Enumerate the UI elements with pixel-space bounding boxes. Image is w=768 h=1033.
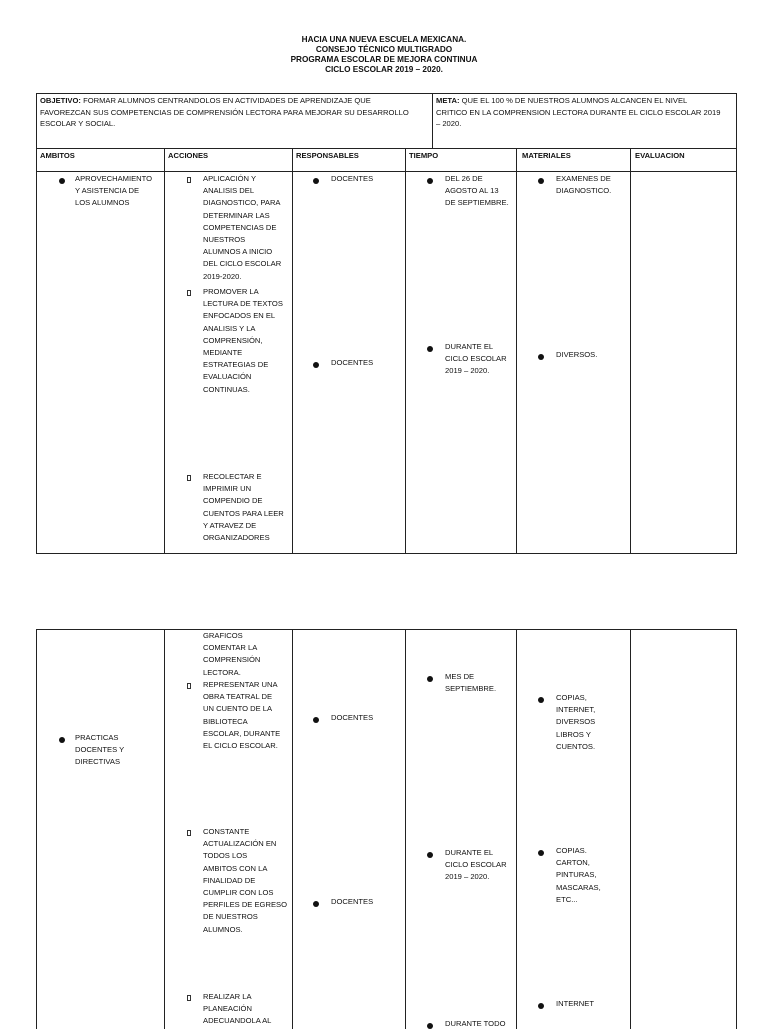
divider [630, 630, 631, 1029]
bullet-icon [427, 344, 433, 356]
bullet-icon [427, 674, 433, 686]
bullet-icon [427, 1021, 433, 1033]
material-internet: INTERNET [538, 998, 646, 1010]
divider [405, 630, 406, 1029]
bullet-icon [538, 352, 544, 364]
ambito-practicas-docentes: PRACTICAS DOCENTES Y DIRECTIVAS [59, 732, 175, 769]
bullet-icon [427, 176, 433, 188]
checkbox-icon [187, 473, 191, 485]
document-header [0, 35, 768, 75]
responsable-docentes-4: DOCENTES [313, 896, 411, 908]
checkbox-icon [187, 175, 191, 187]
bullet-icon [313, 899, 319, 911]
responsable-docentes-3: DOCENTES [313, 712, 411, 724]
material-copias-carton: COPIAS. CARTON, PINTURAS, MASCARAS, ETC... [538, 845, 646, 906]
ambito-aprovechamiento: APROVECHAMIENTO Y ASISTENCIA DE LOS ALUMNOS [59, 173, 175, 210]
column-header-ambitos: AMBITOS [40, 151, 75, 160]
divider [37, 148, 736, 149]
objetivo-cell [40, 95, 429, 130]
divider [405, 148, 406, 553]
plan-table-page-1 [36, 93, 737, 554]
tiempo-ciclo-escolar: DURANTE EL CICLO ESCOLAR 2019 – 2020. [427, 341, 531, 378]
meta-cell [436, 95, 734, 130]
accion-continuacion: GRAFICOS COMENTAR LA COMPRENSIÓN LECTORA. [203, 631, 261, 677]
bullet-icon [538, 695, 544, 707]
header-line-1: HACIA UNA NUEVA ESCUELA MEXICANA. [301, 35, 467, 44]
header-line-4: CICLO ESCOLAR 2019 – 2020. [325, 65, 443, 74]
checkbox-icon [187, 288, 191, 300]
tiempo-durante-todo: DURANTE TODO [427, 1018, 531, 1030]
objetivo-line-2: FAVOREZCAN SUS COMPETENCIAS DE COMPRENSIÓN LECTORA PARA MEJORAR SU DESARROLLO [40, 107, 409, 117]
meta-line-2: CRITICO EN LA COMPRENSION LECTORA DURANTE EL CICLO ESCOLAR 2019 [436, 107, 721, 117]
tiempo-agosto-septiembre: DEL 26 DE AGOSTO AL 13 DE SEPTIEMBRE. [427, 173, 531, 210]
material-diversos: DIVERSOS. [538, 349, 646, 361]
checkbox-icon [187, 993, 191, 1005]
checkbox-icon [187, 681, 191, 693]
column-header-acciones: ACCIONES [168, 151, 209, 160]
bullet-icon [538, 1001, 544, 1013]
accion-realizar-planeacion: REALIZAR LA PLANEACIÓN ADECUANDOLA AL [187, 991, 307, 1028]
accion-promover-lectura: PROMOVER LA LECTURA DE TEXTOS ENFOCADOS EN EL ANALISIS Y LA COMPRENSIÓN, MEDIANTE ESTRATEGIAS DE EVALUACIÓN CONTINUAS. [187, 286, 307, 396]
divider [432, 94, 433, 148]
material-copias-internet: COPIAS, INTERNET, DIVERSOS LIBROS Y CUENTOS. [538, 692, 646, 753]
bullet-icon [59, 176, 65, 188]
accion-aplicacion-diagnostico: APLICACIÓN Y ANALISIS DEL DIAGNOSTICO, PARA DETERMINAR LAS COMPETENCIAS DE NUESTROS ALUMNOS A INICIO DEL CICLO ESCOLAR 2019-2020. [187, 173, 307, 283]
responsable-docentes-1: DOCENTES [313, 173, 411, 185]
material-examenes: EXAMENES DE DIAGNOSTICO. [538, 173, 646, 197]
column-header-materiales: MATERIALES [522, 151, 571, 160]
accion-obra-teatral: REPRESENTAR UNA OBRA TEATRAL DE UN CUENTO DE LA BIBLIOTECA ESCOLAR, DURANTE EL CICLO ESCOLAR. [187, 679, 307, 752]
divider [164, 630, 165, 1029]
header-line-3: PROGRAMA ESCOLAR DE MEJORA CONTINUA [290, 55, 478, 64]
bullet-icon [427, 850, 433, 862]
bullet-icon [538, 176, 544, 188]
divider [37, 171, 736, 172]
meta-label: META: [436, 96, 460, 105]
accion-recolectar-cuentos: RECOLECTAR E IMPRIMIR UN COMPENDIO DE CUENTOS PARA LEER Y ATRAVEZ DE ORGANIZADORES [187, 471, 307, 544]
header-line-2: CONSEJO TÉCNICO MULTIGRADO [315, 45, 453, 54]
objetivo-label: OBJETIVO: [40, 96, 81, 105]
bullet-icon [313, 176, 319, 188]
plan-table-page-2 [36, 629, 737, 1029]
responsable-docentes-2: DOCENTES [313, 357, 411, 369]
objetivo-line-3: ESCOLAR Y SOCIAL. [40, 119, 116, 128]
meta-line-1: QUE EL 100 % DE NUESTROS ALUMNOS ALCANCEN EL NIVEL [461, 96, 688, 105]
tiempo-ciclo-escolar-2: DURANTE EL CICLO ESCOLAR 2019 – 2020. [427, 847, 531, 884]
column-header-responsables: RESPONSABLES [296, 151, 359, 160]
objetivo-line-1: FORMAR ALUMNOS CENTRANDOLOS EN ACTIVIDADES DE APRENDIZAJE QUE [83, 96, 371, 105]
bullet-icon [313, 715, 319, 727]
accion-constante-actualizacion: CONSTANTE ACTUALIZACIÓN EN TODOS LOS AMBITOS CON LA FINALIDAD DE CUMPLIR CON LOS PERFILES DE EGRESO DE NUESTROS ALUMNOS. [187, 826, 307, 936]
column-header-tiempo: TIEMPO [409, 151, 439, 160]
bullet-icon [538, 848, 544, 860]
tiempo-septiembre: MES DE SEPTIEMBRE. [427, 671, 531, 695]
checkbox-icon [187, 828, 191, 840]
bullet-icon [313, 360, 319, 372]
bullet-icon [59, 735, 65, 747]
column-header-evaluacion: EVALUACION [635, 151, 685, 160]
meta-line-3: – 2020. [436, 119, 462, 128]
